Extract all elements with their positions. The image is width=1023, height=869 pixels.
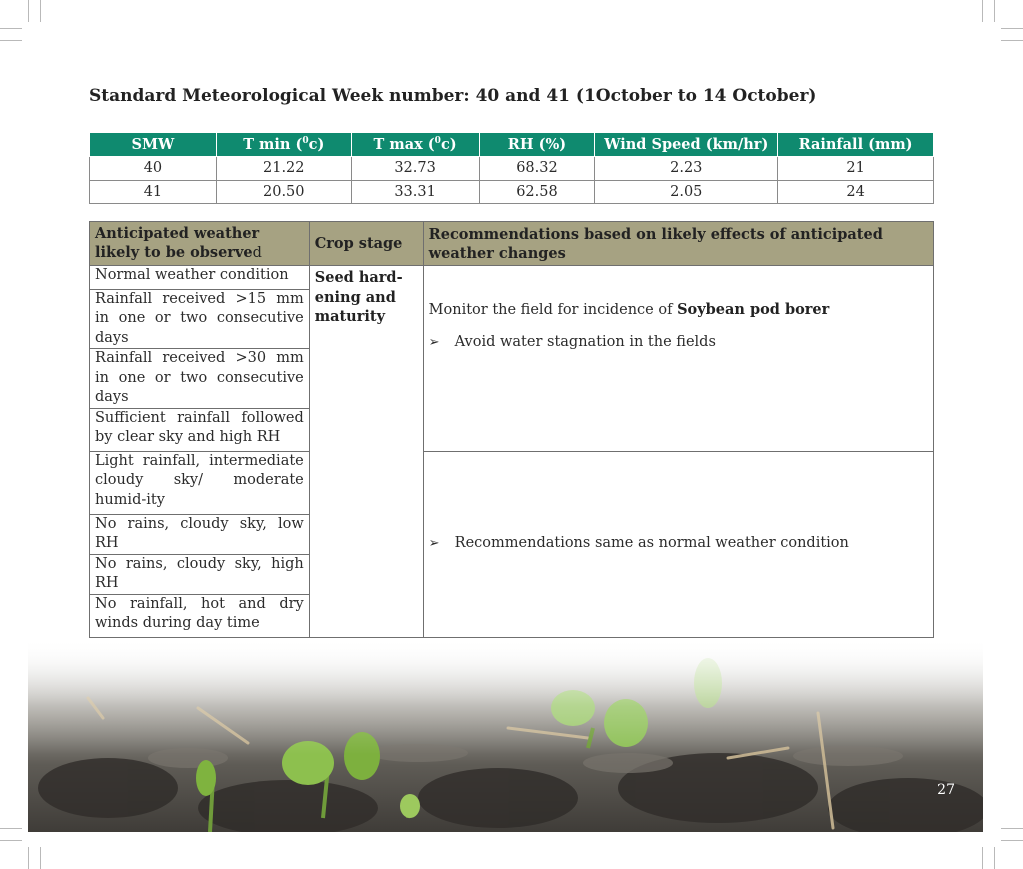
arrow-bullet-icon: ➢ [428,536,440,552]
condition-cell: No rainfall, hot and dry winds during day time [90,594,310,637]
crop-mark [1001,828,1023,829]
page-title: Standard Meteorological Week number: 40 and 41 (1October to 14 October) [89,86,817,106]
cell-rh: 68.32 [479,157,595,181]
table-row [90,266,934,290]
crop-mark [28,847,29,869]
condition-cell: Sufficient rainfall followed by clear sky and high RH [90,408,310,451]
recommendation-bullet: ➢ Avoid water stagnation in the fields [429,333,928,353]
table-row [90,451,934,514]
crop-mark [0,840,22,841]
col-recommendations: Recommendations based on likely effects of anticipated weather changes [423,222,933,266]
col-rain: Rainfall (mm) [778,133,934,157]
col-wind: Wind Speed (km/hr) [595,133,778,157]
cell-rh: 62.58 [479,180,595,204]
col-crop-stage: Crop stage [309,222,423,266]
seedling-illustration [28,638,983,832]
weather-table-header [90,133,934,157]
crop-mark [1001,40,1023,41]
recommendation-cell [423,451,933,637]
condition-cell: Rainfall received >30 mm in one or two consecutive days [90,349,310,409]
condition-cell: Rainfall received >15 mm in one or two consecutive days [90,289,310,349]
table-row [90,180,934,204]
cell-smw: 40 [90,157,217,181]
advisory-table-header [90,222,934,266]
condition-cell: Light rainfall, intermediate cloudy sky/ moderate humid-ity [90,451,310,514]
cell-rain: 24 [778,180,934,204]
col-rh: RH (%) [479,133,595,157]
col-smw: SMW [90,133,217,157]
arrow-bullet-icon: ➢ [428,334,440,350]
crop-stage-cell: Seed hard-ening and maturity [309,266,423,638]
crop-mark [1001,28,1023,29]
cell-wind: 2.23 [595,157,778,181]
crop-mark [994,847,995,869]
crop-mark [0,40,22,41]
cell-tmax: 32.73 [351,157,479,181]
condition-cell: No rains, cloudy sky, high RH [90,554,310,594]
cell-smw: 41 [90,180,217,204]
advisory-table [89,221,934,638]
cell-tmin: 20.50 [216,180,351,204]
col-tmax: T max ($^0$c) [351,133,479,157]
condition-cell: Normal weather condition [90,266,310,290]
recommendation-bullet: ➢ Recommendations same as normal weather condition [429,534,928,554]
crop-mark [982,0,983,22]
col-tmin: T min ($^0$c) [216,133,351,157]
weather-table [89,132,934,204]
cell-wind: 2.05 [595,180,778,204]
cell-rain: 21 [778,157,934,181]
cell-tmax: 33.31 [351,180,479,204]
monitor-text: Monitor the field for incidence of Soybean pod borer [428,301,830,318]
crop-mark [0,28,22,29]
crop-mark [40,847,41,869]
crop-mark [28,0,29,22]
recommendation-cell [423,266,933,452]
crop-mark [982,847,983,869]
cell-tmin: 21.22 [216,157,351,181]
col-anticipated-weather: Anticipated weather likely to be observed [90,222,310,266]
crop-mark [994,0,995,22]
seedling-photo [28,638,983,832]
condition-cell: No rains, cloudy sky, low RH [90,514,310,554]
table-row [90,157,934,181]
crop-mark [40,0,41,22]
crop-mark [1001,840,1023,841]
crop-mark [0,828,22,829]
page-number: 27 [937,782,955,798]
